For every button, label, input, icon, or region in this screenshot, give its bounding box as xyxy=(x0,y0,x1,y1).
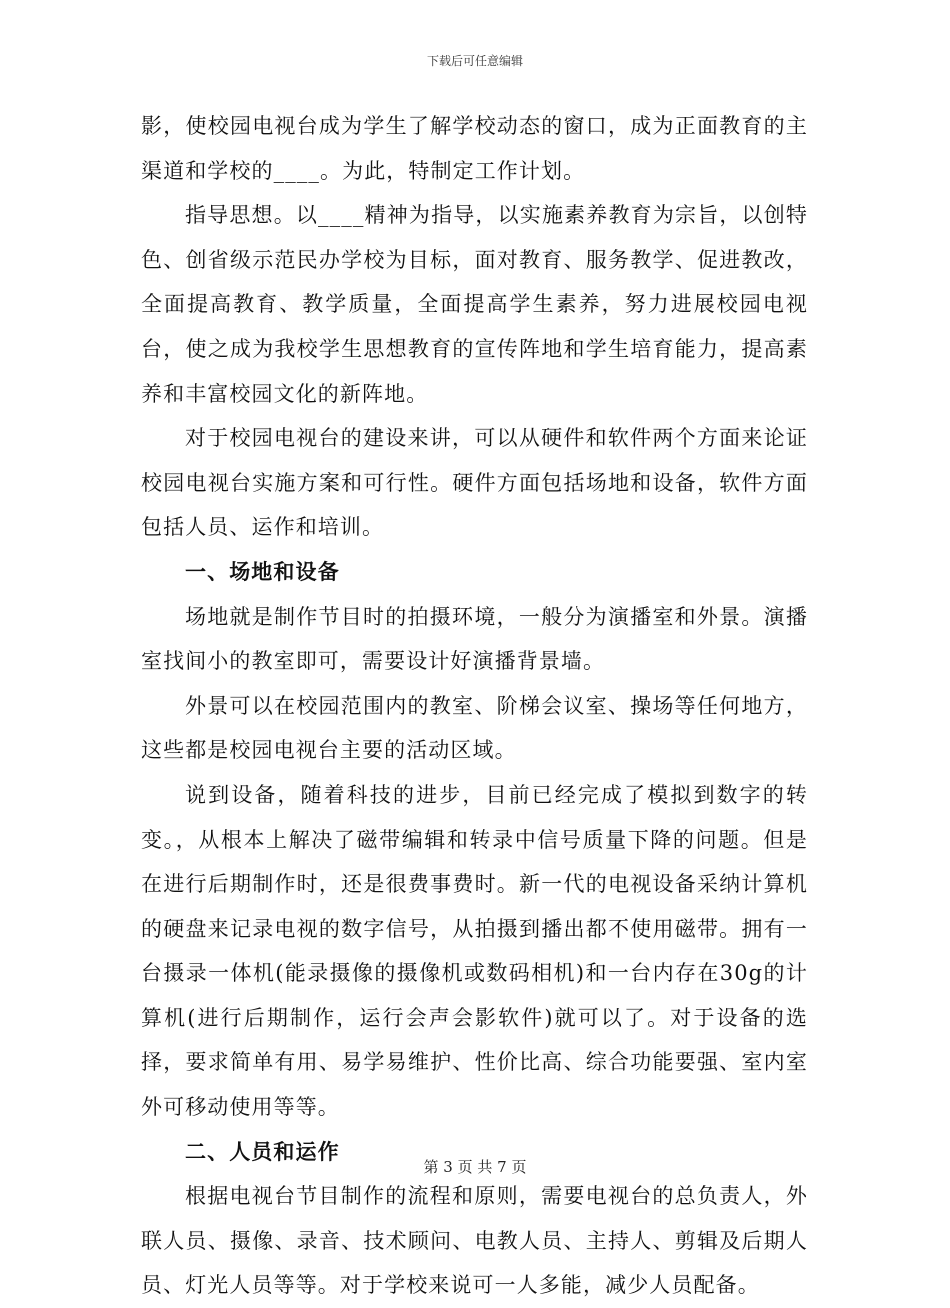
section-heading-venue-equipment: 一、场地和设备 xyxy=(185,559,340,584)
paragraph-continuation: 影，使校园电视台成为学生了解学校动态的窗口，成为正面教育的主渠道和学校的____。为此，特制定工作计划。 xyxy=(141,114,808,183)
section-heading-staff-operation: 二、人员和运作 xyxy=(185,1139,340,1164)
paragraph-equipment: 说到设备，随着科技的进步，目前已经完成了模拟到数字的转变。，从根本上解决了磁带编辑和转录中信号质量下降的问题。但是在进行后期制作时，还是很费事费时。新一代的电视设备采纳计算机的硬盘来记录电视的数字信号，从拍摄到播出都不使用磁带。拥有一台摄录一体机(能录摄像的摄像机或数码相机)和一台内存在30g的计算机(进行后期制作，运行会声会影软件)就可以了。对于设备的选择，要求简单有用、易学易维护、性价比高、综合功能要强、室内室外可移动使用等等。 xyxy=(141,782,808,1120)
page-header: 下载后可任意编辑 xyxy=(426,54,523,68)
page-number: 第 3 页 共 7 页 xyxy=(423,1158,527,1176)
paragraph-venue: 场地就是制作节目时的拍摄环境，一般分为演播室和外景。演播室找间小的教室即可，需要设计好演播背景墙。 xyxy=(141,604,808,674)
document-body xyxy=(141,104,808,1308)
paragraph-guiding-ideology: 指导思想。以____精神为指导，以实施素养教育为宗旨，以创特色、创省级示范民办学校为目标，面对教育、服务教学、促进教改，全面提高教育、教学质量，全面提高学生素养，努力进展校园电视台，使之成为我校学生思想教育的宣传阵地和学生培育能力，提高素养和丰富校园文化的新阵地。 xyxy=(141,203,808,406)
paragraph-staff: 根据电视台节目制作的流程和原则，需要电视台的总负责人，外联人员、摄像、录音、技术顾问、电教人员、主持人、剪辑及后期人员、灯光人员等等。对于学校来说可一人多能，减少人员配备。 xyxy=(141,1184,808,1298)
paragraph-construction-overview: 对于校园电视台的建设来讲，可以从硬件和软件两个方面来论证校园电视台实施方案和可行性。硬件方面包括场地和设备，软件方面包括人员、运作和培训。 xyxy=(141,426,808,540)
paragraph-outdoor: 外景可以在校园范围内的教室、阶梯会议室、操场等任何地方，这些都是校园电视台主要的活动区域。 xyxy=(141,693,808,763)
